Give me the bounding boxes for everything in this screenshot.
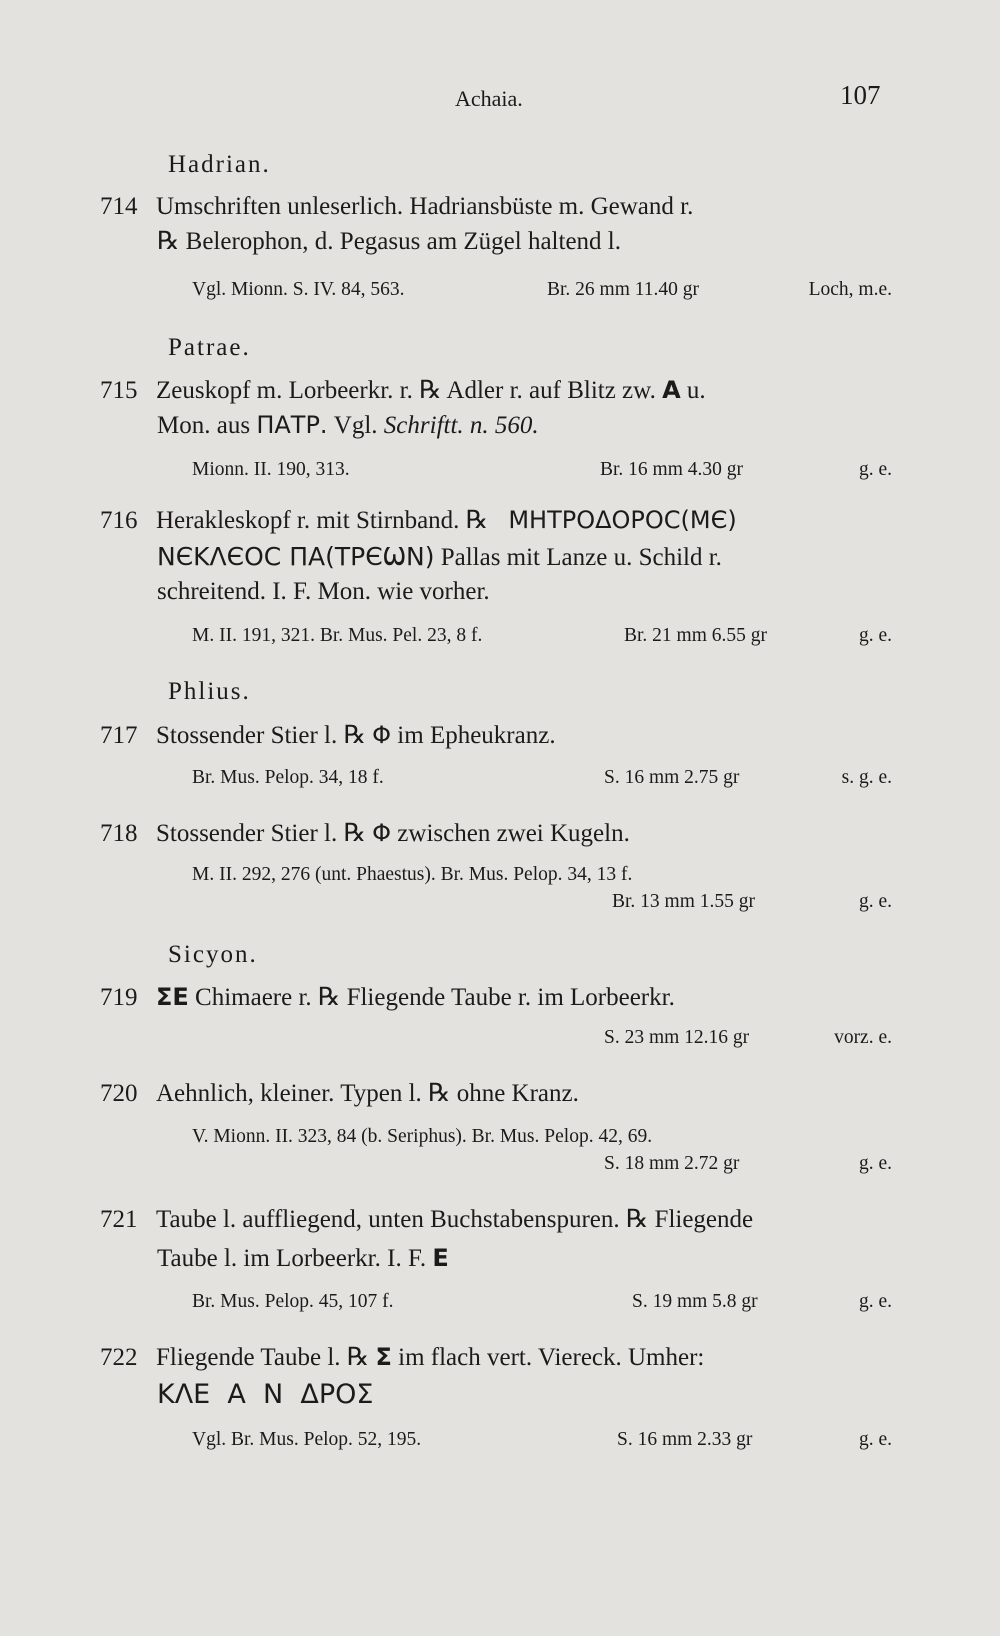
section-heading-hadrian: Hadrian.: [168, 151, 271, 178]
entry-number: 722: [100, 1344, 138, 1371]
entry-714-line-2: ℞ Belerophon, d. Pegasus am Zügel haltend l.: [157, 228, 621, 255]
entry-716-line-2: [157, 542, 890, 573]
entry-number: 714: [100, 193, 138, 220]
entry-716-reference: [192, 624, 892, 648]
greek-legend: ΚΛΕ Α Ν ΔΡΟΣ: [157, 1379, 374, 1410]
section-heading-phlius: Phlius.: [168, 678, 251, 705]
greek-legend: ΣΕ: [156, 983, 189, 1011]
reference-citation: Br. Mus. Pelop. 45, 107 f.: [192, 1291, 394, 1312]
reference-measurements: Br. 21 mm 6.55 gr: [624, 625, 768, 646]
entry-number: 721: [100, 1206, 138, 1233]
greek-legend: ΜΗΤΡΟΔΟΡΟϹ(ΜЄ): [508, 506, 737, 534]
entry-718-line-1: [100, 818, 890, 849]
reference-citation: Vgl. Br. Mus. Pelop. 52, 195.: [192, 1429, 422, 1450]
section-heading-patrae: Patrae.: [168, 334, 251, 361]
entry-text: Aehnlich, kleiner. Typen l. ℞ ohne Kranz.: [156, 1080, 579, 1107]
reference-condition: g. e.: [858, 1291, 892, 1312]
entry-text: Mon. aus: [157, 412, 251, 439]
entry-number: 716: [100, 507, 138, 534]
entry-721-line-1: [100, 1205, 890, 1235]
greek-letter: A: [662, 376, 681, 404]
greek-legend: ΝЄΚΛЄΟϹ ΠΑ(ΤΡЄѠΝ): [157, 542, 435, 571]
entry-text: Chimaere r. ℞ Fliegende Taube r. im Lorbeerkr.: [195, 984, 675, 1011]
entry-717-reference: [192, 766, 892, 790]
entry-722-line-2: [157, 1380, 890, 1411]
reference-citation: V. Mionn. II. 323, 84 (b. Seriphus). Br. Mus. Pelop. 42, 69.: [192, 1126, 653, 1147]
greek-letter: Σ: [375, 1343, 392, 1371]
reference-condition: s. g. e.: [841, 767, 892, 788]
entry-text: Stossender Stier l. ℞: [156, 722, 366, 749]
reference-condition: g. e.: [858, 891, 892, 912]
entry-719-line-1: [100, 982, 890, 1013]
reference-citation: M. II. 191, 321. Br. Mus. Pel. 23, 8 f.: [192, 625, 483, 646]
entry-number: 715: [100, 377, 138, 404]
entry-721-line-2: [157, 1243, 890, 1274]
entry-text: Zeuskopf m. Lorbeerkr. r. ℞ Adler r. auf Blitz zw.: [156, 377, 656, 404]
greek-letter: Φ: [372, 819, 392, 847]
greek-letter: Φ: [372, 721, 392, 749]
entry-text: im flach vert. Viereck. Umher:: [398, 1344, 705, 1371]
entry-715-line-2: [157, 410, 890, 441]
entry-715-reference: [192, 458, 892, 482]
entry-text: Stossender Stier l. ℞: [156, 820, 366, 847]
entry-718-reference: [192, 863, 892, 887]
entry-text: u.: [686, 377, 706, 404]
entry-text: Umschriften unleserlich. Hadriansbüste m. Gewand r.: [156, 193, 694, 220]
reference-condition: vorz. e.: [834, 1027, 892, 1048]
reference-condition: g. e.: [858, 625, 892, 646]
entry-text: im Epheukranz.: [397, 722, 556, 749]
entry-720-reference: [192, 1125, 892, 1149]
entry-text: Taube l. auffliegend, unten Buchstabenspuren. ℞ Fliegende: [156, 1206, 754, 1233]
reference-measurements: S. 16 mm 2.75 gr: [604, 767, 740, 788]
entry-text: Pallas mit Lanze u. Schild r.: [440, 544, 722, 571]
reference-citation: Br. Mus. Pelop. 34, 18 f.: [192, 767, 384, 788]
entry-714-line-1: [100, 192, 890, 222]
reference-measurements: Br. 16 mm 4.30 gr: [600, 459, 744, 480]
entry-text: Taube l. im Lorbeerkr. I. F.: [157, 1245, 427, 1272]
greek-legend: ΠΑΤΡ.: [256, 411, 328, 439]
reference-condition: g. e.: [858, 1153, 892, 1174]
reference-citation: Mionn. II. 190, 313.: [192, 459, 350, 480]
reference-condition: Loch, m.e.: [808, 279, 892, 300]
entry-722-reference: [192, 1428, 892, 1452]
entry-715-line-1: [100, 375, 890, 406]
entry-717-line-1: [100, 720, 890, 751]
entry-721-reference: [192, 1290, 892, 1314]
reference-citation: M. II. 292, 276 (unt. Phaestus). Br. Mus. Pelop. 34, 13 f.: [192, 864, 633, 885]
reference-measurements: Br. 26 mm 11.40 gr: [547, 279, 700, 300]
entry-number: 719: [100, 984, 138, 1011]
section-heading-sicyon: Sicyon.: [168, 941, 258, 968]
entry-text: zwischen zwei Kugeln.: [397, 820, 630, 847]
entry-text: Fliegende Taube l. ℞: [156, 1344, 370, 1371]
entry-number: 720: [100, 1080, 138, 1107]
entry-number: 718: [100, 820, 138, 847]
running-header: Achaia.: [455, 86, 523, 111]
entry-number: 717: [100, 722, 138, 749]
greek-letter: Ε: [432, 1244, 449, 1272]
reference-condition: g. e.: [858, 459, 892, 480]
reference-measurements: S. 23 mm 12.16 gr: [604, 1027, 750, 1048]
entry-714-reference: [192, 278, 892, 302]
entry-722-line-1: [100, 1342, 890, 1373]
page-number: 107: [840, 80, 881, 110]
entry-720-line-1: [100, 1079, 890, 1109]
reference-measurements: Br. 13 mm 1.55 gr: [612, 891, 756, 912]
reference-measurements: S. 16 mm 2.33 gr: [617, 1429, 753, 1450]
entry-text: Vgl.: [333, 412, 378, 439]
reference-measurements: S. 19 mm 5.8 gr: [632, 1291, 758, 1312]
entry-citation-italic: Schriftt. n. 560.: [383, 412, 539, 439]
entry-text: Herakleskopf r. mit Stirnband. ℞: [156, 507, 489, 534]
reference-measurements: S. 18 mm 2.72 gr: [604, 1153, 740, 1174]
entry-716-line-1: [100, 505, 890, 536]
reference-citation: Vgl. Mionn. S. IV. 84, 563.: [192, 279, 405, 300]
entry-716-line-3: schreitend. I. F. Mon. wie vorher.: [157, 578, 490, 605]
reference-condition: g. e.: [858, 1429, 892, 1450]
